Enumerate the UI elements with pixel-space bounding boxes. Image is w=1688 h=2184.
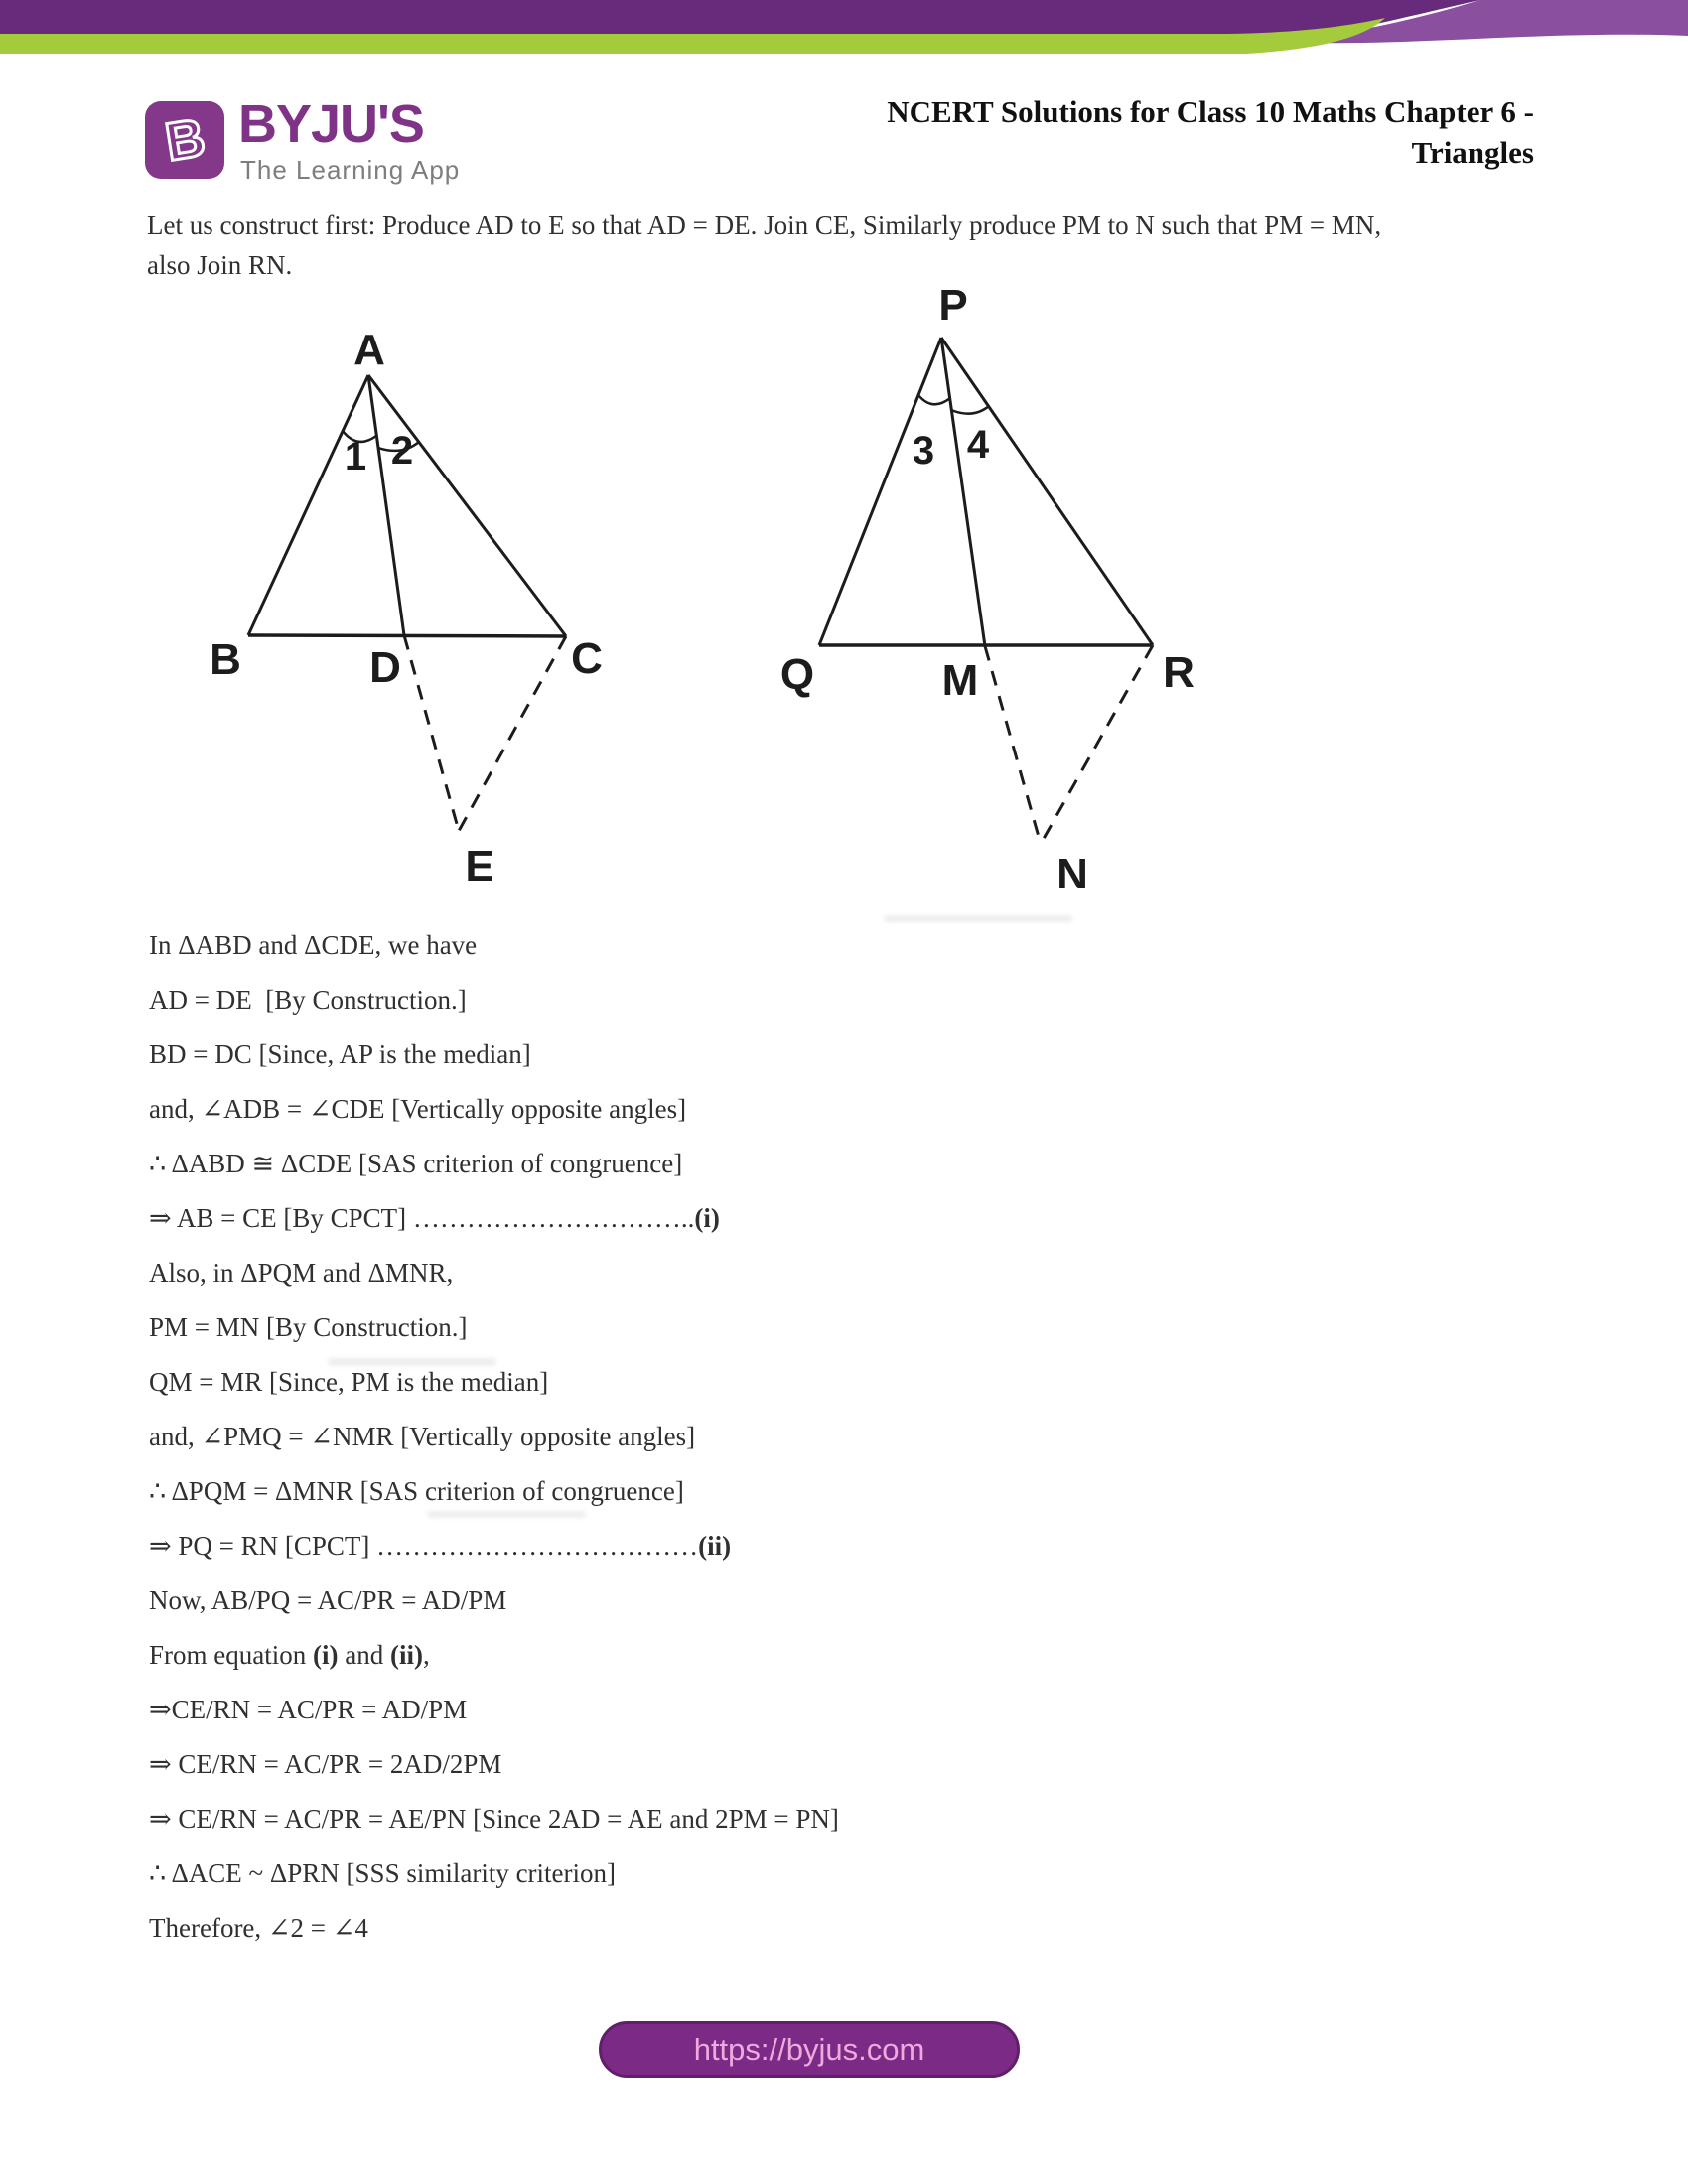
proof-line: Also, in ΔPQM and ΔMNR,: [149, 1258, 454, 1288]
proof-line: BD = DC [Since, AP is the median]: [149, 1039, 531, 1069]
proof-line: ⇒CE/RN = AC/PR = AD/PM: [149, 1695, 468, 1724]
side-bc: [248, 635, 566, 636]
vertex-label-c: C: [571, 634, 603, 683]
median-pm: [941, 338, 985, 646]
byjus-link-label: https://byjus.com: [693, 2031, 925, 2067]
page-title-line1: NCERT Solutions for Class 10 Maths Chapter 6 -: [887, 94, 1534, 129]
dashed-ce: [459, 636, 566, 831]
proof-line: and, ∠ADB = ∠CDE [Vertically opposite angles]: [149, 1094, 687, 1124]
proof-line: Therefore, ∠2 = ∠4: [149, 1913, 368, 1943]
byjus-logo-icon: [145, 101, 224, 179]
angle-arc-3: [918, 395, 950, 404]
proof-line: From equation (i) and (ii),: [149, 1640, 430, 1670]
vertex-label-q: Q: [779, 650, 815, 699]
proof-line: PM = MN [By Construction.]: [149, 1312, 468, 1342]
proof-line: ⇒ AB = CE [By CPCT] …………………………..(i): [149, 1203, 720, 1233]
angle-label-2: 2: [390, 429, 414, 473]
proof-line: and, ∠PMQ = ∠NMR [Vertically opposite angles]: [149, 1422, 696, 1451]
proof-line: ∴ ΔPQM = ΔMNR [SAS criterion of congruence]: [149, 1476, 684, 1506]
page-title: [887, 91, 1534, 173]
side-pq: [819, 338, 941, 645]
figure-triangle-abc: [139, 318, 635, 903]
figure-triangle-pqr: [755, 278, 1231, 913]
vertex-label-p: P: [938, 281, 968, 330]
vertex-label-m: M: [941, 656, 979, 705]
proof-line: ⇒ PQ = RN [CPCT] ………………………………(ii): [149, 1531, 732, 1561]
vertex-label-e: E: [465, 842, 494, 890]
dashed-rn: [1041, 645, 1153, 844]
byjus-logo: [145, 94, 473, 192]
vertex-label-d: D: [369, 643, 401, 692]
angle-label-4: 4: [966, 423, 990, 467]
angle-arc-4: [951, 406, 989, 414]
angle-label-3: 3: [912, 429, 935, 473]
proof-block: [149, 918, 1539, 1956]
proof-line: ⇒ CE/RN = AC/PR = 2AD/2PM: [149, 1749, 502, 1779]
header-wave-purple: [0, 0, 1479, 38]
dashed-mn: [985, 646, 1041, 844]
vertex-label-a: A: [353, 326, 385, 374]
byjus-b-icon: B: [161, 107, 209, 173]
proof-line: QM = MR [Since, PM is the median]: [149, 1367, 549, 1397]
proof-line: Now, AB/PQ = AC/PR = AD/PM: [149, 1585, 507, 1615]
intro-line2: also Join RN.: [147, 250, 293, 280]
proof-line: AD = DE [By Construction.]: [149, 985, 467, 1015]
side-ab: [248, 375, 368, 635]
intro-line1: Let us construct first: Produce AD to E so that AD = DE. Join CE, Similarly produce PM to N such that PM = MN,: [147, 210, 1382, 240]
proof-line: ⇒ CE/RN = AC/PR = AE/PN [Since 2AD = AE and 2PM = PN]: [149, 1804, 839, 1834]
angle-label-1: 1: [344, 435, 367, 478]
dashed-de: [404, 635, 459, 831]
byjus-brand-text: BYJU'S: [238, 94, 424, 154]
vertex-label-b: B: [210, 635, 241, 684]
intro-paragraph: [147, 205, 1557, 285]
byjus-link-button[interactable]: [599, 2021, 1020, 2078]
proof-line: In ΔABD and ΔCDE, we have: [149, 930, 478, 960]
page-title-line2: Triangles: [1411, 135, 1534, 170]
side-pr: [941, 338, 1153, 645]
proof-line: ∴ ΔACE ~ ΔPRN [SSS similarity criterion]: [149, 1858, 617, 1888]
vertex-label-n: N: [1056, 850, 1088, 898]
vertex-label-r: R: [1163, 648, 1195, 697]
proof-line: ∴ ΔABD ≅ ΔCDE [SAS criterion of congruence]: [149, 1149, 683, 1178]
byjus-tagline: The Learning App: [240, 155, 461, 185]
